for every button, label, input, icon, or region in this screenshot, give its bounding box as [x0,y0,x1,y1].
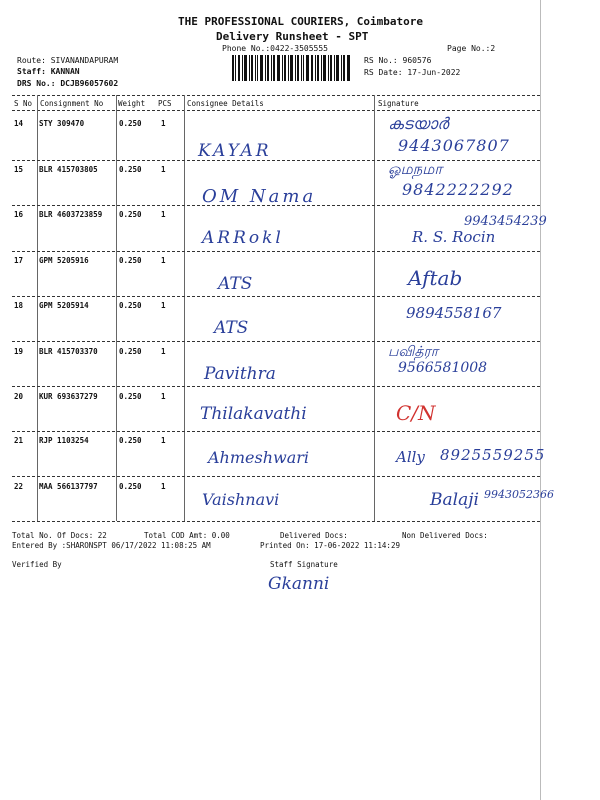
signature-handwriting: R. S. Rocin [412,228,496,246]
signature-handwriting: Aftab [408,266,463,290]
row-consignment: GPM 5205914 [39,301,89,310]
row-pcs: 1 [161,482,166,491]
staff-signature: Gkanni [268,574,330,594]
col-weight: Weight [118,99,146,108]
row-sno: 14 [14,119,24,128]
col-sno: S No [14,99,33,108]
row-sno: 17 [14,256,24,265]
consignee-handwriting: Thilakavathi [200,404,307,424]
col-pcs: PCS [158,99,172,108]
signature-phone: 9943454239 [464,214,547,229]
col-consignment: Consignment No [40,99,104,108]
signature-phone: 9894558167 [406,304,502,322]
barcode [232,55,350,81]
row-sno: 19 [14,347,24,356]
row-consignment: BLR 4603723859 [39,210,103,219]
rs-date: RS Date: 17-Jun-2022 [364,68,461,77]
row-rule [12,251,540,252]
consignee-handwriting: Pavithra [204,364,276,384]
row-sno: 15 [14,165,24,174]
non-delivered-docs: Non Delivered Docs: [402,531,488,540]
delivered-docs: Delivered Docs: [280,531,348,540]
row-weight: 0.250 [119,436,142,445]
sheet-title: Delivery Runsheet - SPT [216,30,369,43]
signature-phone: 9943052366 [484,488,554,501]
row-pcs: 1 [161,119,166,128]
consignee-handwriting: OM Nama [202,186,317,207]
row-consignment: MAA 566137797 [39,482,98,491]
drs-number: DRS No.: DCJB96057602 [17,79,119,88]
row-weight: 0.250 [119,392,142,401]
col-divider [374,95,375,521]
row-sno: 16 [14,210,24,219]
consignee-handwriting: Ahmeshwari [208,448,310,467]
row-sno: 22 [14,482,24,491]
signature-handwriting: Ally [396,448,425,466]
row-weight: 0.250 [119,347,142,356]
signature-handwriting: കടയാർ [388,114,449,133]
row-pcs: 1 [161,210,166,219]
row-consignment: BLR 415703370 [39,347,98,356]
consignee-handwriting: KAYAR [198,141,272,161]
col-signature: Signature [378,99,419,108]
row-weight: 0.250 [119,210,142,219]
row-weight: 0.250 [119,119,142,128]
col-divider [116,95,117,521]
row-consignment: GPM 5205916 [39,256,89,265]
signature-phone: 9842222292 [402,180,514,199]
row-consignment: STY 309470 [39,119,85,128]
consignee-handwriting: ATS [218,274,253,294]
page-number: Page No.:2 [447,44,496,53]
signature-handwriting: C/N [396,401,436,425]
entered-by: Entered By :SHARONSPT 06/17/2022 11:08:25 AM [12,541,211,550]
staff-name: Staff: KANNAN [17,67,80,76]
row-consignment: KUR 693637279 [39,392,98,401]
verified-by: Verified By [12,560,62,569]
staff-signature-label: Staff Signature [270,560,338,569]
row-sno: 18 [14,301,24,310]
row-pcs: 1 [161,256,166,265]
signature-phone: 9566581008 [398,360,488,376]
row-pcs: 1 [161,165,166,174]
company-name: THE PROFESSIONAL COURIERS, Coimbatore [178,15,424,28]
row-consignment: BLR 415703805 [39,165,98,174]
row-sno: 20 [14,392,24,401]
signature-handwriting: ஓமநமா [388,160,443,178]
row-pcs: 1 [161,392,166,401]
phone-number: Phone No.:0422-3505555 [222,44,328,53]
signature-handwriting: பவித்ரா [388,344,439,360]
total-cod: Total COD Amt: 0.00 [144,531,230,540]
col-consignee: Consignee Details [187,99,264,108]
signature-phone: 9443067807 [398,136,510,155]
row-weight: 0.250 [119,256,142,265]
consignee-handwriting: ARRokl [202,228,284,248]
row-rule [12,386,540,387]
col-divider [184,95,185,521]
row-rule [12,476,540,477]
row-weight: 0.250 [119,165,142,174]
row-rule [12,341,540,342]
row-consignment: RJP 1103254 [39,436,89,445]
row-rule [12,431,540,432]
row-rule [12,160,540,161]
header-top-rule [12,95,540,96]
row-weight: 0.250 [119,482,142,491]
scan-edge [540,0,541,800]
signature-handwriting: Balaji [430,490,479,510]
header-bottom-rule [12,110,540,111]
table-bottom-rule [12,521,540,522]
row-rule [12,296,540,297]
signature-phone: 8925559255 [440,446,546,464]
consignee-handwriting: Vaishnavi [202,490,280,509]
row-pcs: 1 [161,436,166,445]
row-rule [12,205,540,206]
row-pcs: 1 [161,301,166,310]
route: Route: SIVANANDAPURAM [17,56,119,65]
total-docs: Total No. Of Docs: 22 [12,531,107,540]
col-divider [37,95,38,521]
row-weight: 0.250 [119,301,142,310]
row-pcs: 1 [161,347,166,356]
consignee-handwriting: ATS [214,318,249,338]
printed-on: Printed On: 17-06-2022 11:14:29 [260,541,400,550]
row-sno: 21 [14,436,24,445]
rs-number: RS No.: 960576 [364,56,432,65]
